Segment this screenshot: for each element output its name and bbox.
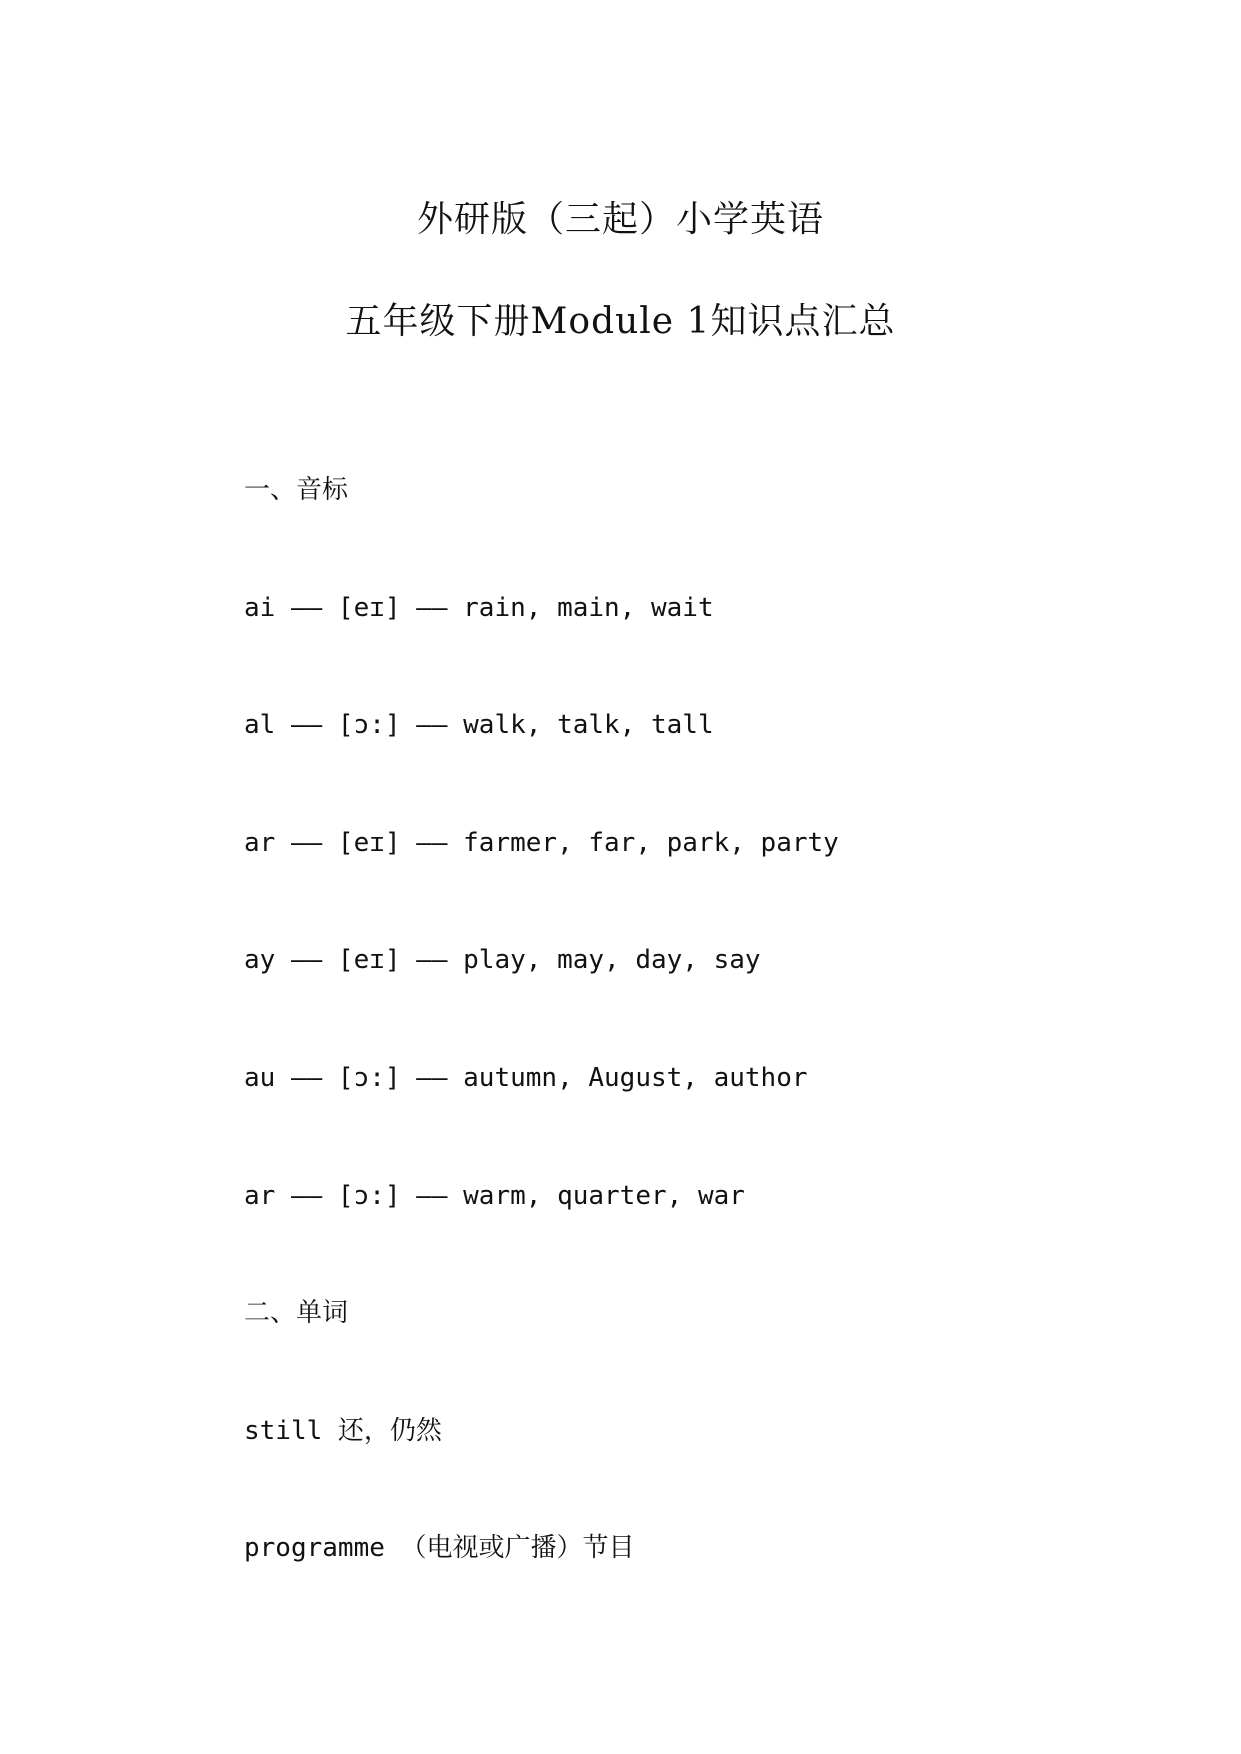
vocabulary-line: programme （电视或广播）节目 <box>244 1533 635 1563</box>
section-heading-phonetics: 一、音标 <box>244 475 349 505</box>
phonetic-line: al —— [ɔ:] —— walk, talk, tall <box>244 710 714 740</box>
phonetic-line: ar —— [ɔ:] —— warm, quarter, war <box>244 1181 745 1211</box>
phonetic-line: au —— [ɔ:] —— autumn, August, author <box>244 1063 808 1093</box>
phonetic-line: ay —— [eɪ] —— play, may, day, say <box>244 945 761 975</box>
phonetic-line: ar —— [eɪ] —— farmer, far, park, party <box>244 828 839 858</box>
section-heading-words: 二、单词 <box>244 1298 349 1328</box>
phonetic-line: ai —— [eɪ] —— rain, main, wait <box>244 593 714 623</box>
vocabulary-line: still 还，仍然 <box>244 1416 442 1446</box>
document-title: 外研版（三起）小学英语 <box>416 199 824 240</box>
document-subtitle: 五年级下册Module 1知识点汇总 <box>345 301 896 342</box>
